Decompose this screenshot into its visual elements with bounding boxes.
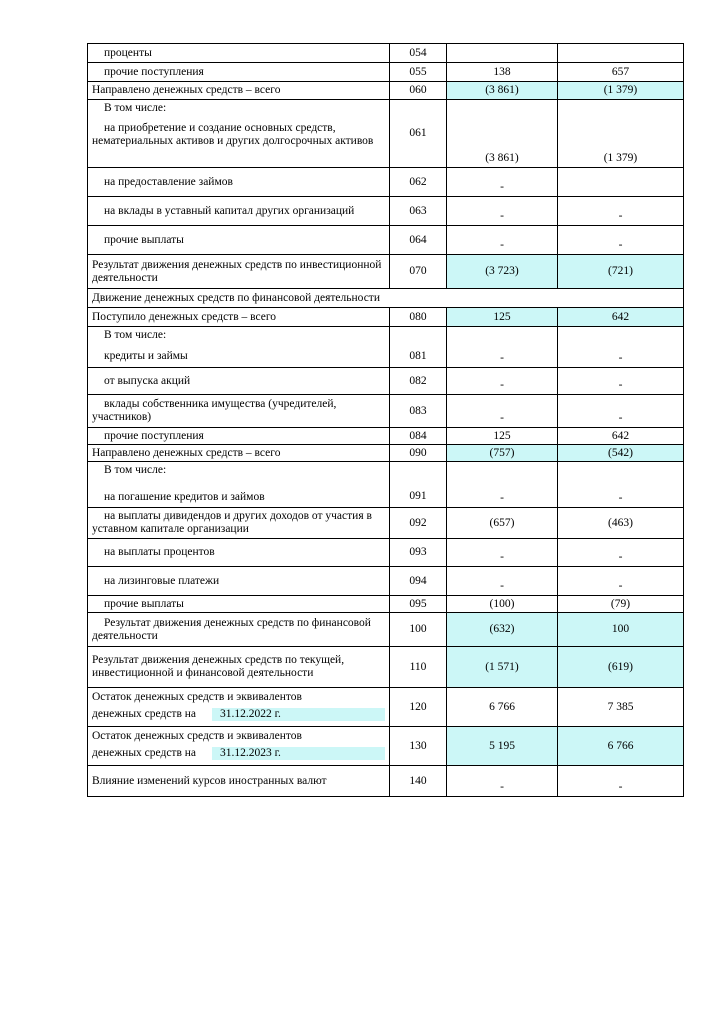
table-row [88,508,684,539]
table-row [88,82,684,100]
row-label: Результат движения денежных средств по финансовой деятельности [88,613,390,647]
table-row [88,613,684,647]
row-code: 091 [390,462,447,508]
value-2023: - [447,462,558,508]
row-label [88,727,390,766]
row-code: 140 [390,766,447,797]
table-row [88,445,684,462]
value-2023: (657) [447,508,558,539]
table-row [88,255,684,289]
table-row [88,44,684,63]
row-code: 095 [390,596,447,613]
row-label: Поступило денежных средств – всего [88,308,390,327]
value-2023: - [447,539,558,567]
row-label-line1: Остаток денежных средств и эквивалентов [92,730,302,742]
table-row [88,226,684,255]
table-row [88,727,684,766]
row-code: 080 [390,308,447,327]
value-2022: (79) [558,596,684,613]
value-2022: 657 [558,63,684,82]
table-row [88,766,684,797]
row-code: 094 [390,567,447,596]
value-2022: 6 766 [558,727,684,766]
row-label-line1: Остаток денежных средств и эквивалентов [92,691,302,703]
row-code: 110 [390,647,447,688]
value-2023: 5 195 [447,727,558,766]
row-label-line2: денежных средств на [92,708,197,720]
row-label-intro: В том числе: [104,102,167,114]
value-2022: - [558,368,684,395]
value-2022: 642 [558,308,684,327]
row-code: 081 [390,327,447,368]
value-2022: - [558,327,684,368]
row-label: Результат движения денежных средств по текущей, инвестиционной и финансовой деятельности [88,647,390,688]
row-label: проценты [88,44,390,63]
row-code: 130 [390,727,447,766]
value-2022: (1 379) [558,82,684,100]
value-2022: - [558,766,684,797]
row-code: 055 [390,63,447,82]
table-row [88,100,684,168]
row-label: прочие выплаты [88,596,390,613]
row-code: 064 [390,226,447,255]
row-code: 093 [390,539,447,567]
row-label: прочие выплаты [88,226,390,255]
row-label: на предоставление займов [88,168,390,197]
table-row [88,368,684,395]
table-row [88,567,684,596]
value-2023: - [447,395,558,428]
table-row [88,539,684,567]
value-2022: - [558,567,684,596]
row-label-detail: кредиты и займы [104,350,188,362]
row-label-line2: денежных средств на [92,747,197,759]
row-label-detail: на погашение кредитов и займов [104,491,265,503]
value-2022: 100 [558,613,684,647]
table-row [88,428,684,445]
row-code: 054 [390,44,447,63]
row-code: 084 [390,428,447,445]
table-row [88,462,684,508]
row-label: Влияние изменений курсов иностранных валют [88,766,390,797]
value-2023 [447,44,558,63]
row-label [88,100,390,168]
value-2022: (542) [558,445,684,462]
row-label [88,327,390,368]
row-label: прочие поступления [88,63,390,82]
value-2022 [558,168,684,197]
value-2023: 125 [447,428,558,445]
value-2022: (463) [558,508,684,539]
row-label [88,688,390,727]
value-2023: 6 766 [447,688,558,727]
row-code: 082 [390,368,447,395]
row-code: 083 [390,395,447,428]
value-2022: - [558,395,684,428]
value-2022: - [558,226,684,255]
value-2022: (721) [558,255,684,289]
table-row [88,395,684,428]
row-label: Направлено денежных средств – всего [88,82,390,100]
value-2023: 125 [447,308,558,327]
section-title: Движение денежных средств по финансовой деятельности [88,289,684,308]
value-2022: - [558,539,684,567]
value-2023: (1 571) [447,647,558,688]
row-code: 061 [390,100,447,168]
table-row [88,168,684,197]
row-code: 070 [390,255,447,289]
value-2023: (3 861) [447,100,558,168]
value-2022: - [558,462,684,508]
table-row [88,596,684,613]
value-2022: 642 [558,428,684,445]
row-label-intro: В том числе: [104,464,167,476]
value-2023: - [447,567,558,596]
row-code: 060 [390,82,447,100]
section-row [88,289,684,308]
row-label: вклады собственника имущества (учредителей, участников) [88,395,390,428]
value-2023: (100) [447,596,558,613]
row-label: прочие поступления [88,428,390,445]
value-2023: (3 723) [447,255,558,289]
row-label [88,462,390,508]
row-label: Направлено денежных средств – всего [88,445,390,462]
value-2023: (632) [447,613,558,647]
table-row [88,197,684,226]
value-2022: - [558,197,684,226]
value-2023: (757) [447,445,558,462]
row-code: 100 [390,613,447,647]
table-row [88,688,684,727]
row-code: 062 [390,168,447,197]
row-label-intro: В том числе: [104,329,167,341]
value-2023: 138 [447,63,558,82]
value-2023: - [447,197,558,226]
table-row [88,327,684,368]
row-label: на лизинговые платежи [88,567,390,596]
row-code: 063 [390,197,447,226]
row-label: на выплаты дивидендов и других доходов от участия в уставном капитале организации [88,508,390,539]
value-2023: - [447,226,558,255]
value-2023: - [447,168,558,197]
row-label-detail: на приобретение и создание основных средств, нематериальных активов и других долгосрочных активов [92,122,374,147]
value-2022: (1 379) [558,100,684,168]
row-code: 092 [390,508,447,539]
table-row [88,647,684,688]
row-label: на вклады в уставный капитал других организаций [88,197,390,226]
cash-flow-table [87,43,684,797]
table-row [88,63,684,82]
row-label: на выплаты процентов [88,539,390,567]
value-2023: - [447,327,558,368]
date-field: 31.12.2023 г. [212,747,385,760]
value-2023: - [447,368,558,395]
value-2022: 7 385 [558,688,684,727]
date-field: 31.12.2022 г. [212,708,385,721]
row-label: Результат движения денежных средств по инвестиционной деятельности [88,255,390,289]
value-2023: - [447,766,558,797]
value-2023: (3 861) [447,82,558,100]
row-label: от выпуска акций [88,368,390,395]
row-code: 090 [390,445,447,462]
table-row [88,308,684,327]
row-code: 120 [390,688,447,727]
value-2022: (619) [558,647,684,688]
value-2022 [558,44,684,63]
